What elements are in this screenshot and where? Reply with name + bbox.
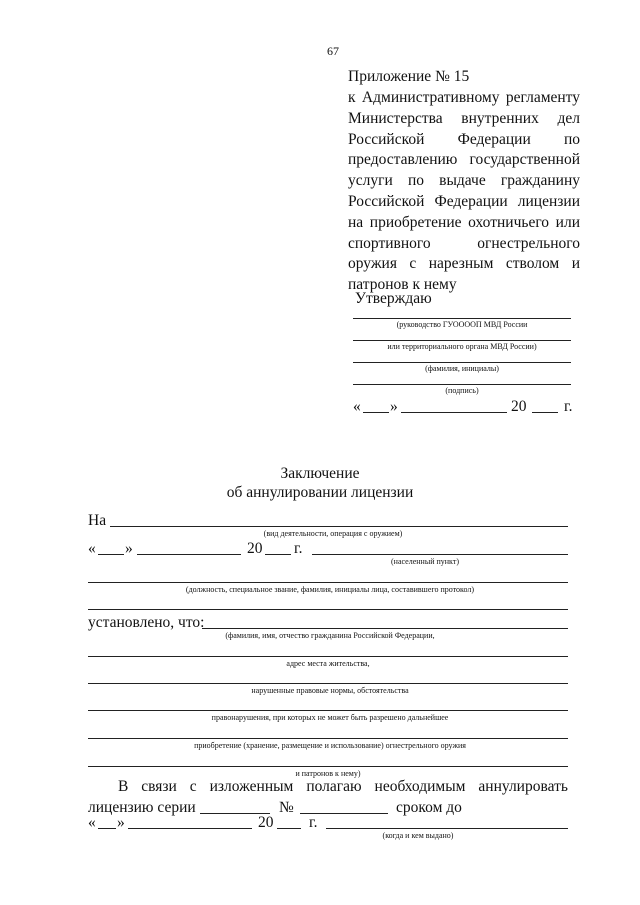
acquisition-field[interactable] [88, 738, 568, 739]
conclusion-word: необходимым [374, 778, 466, 795]
appendix-line: патронов к нему [348, 276, 457, 294]
approval-line[interactable] [353, 362, 571, 363]
locality-field[interactable] [312, 554, 568, 555]
approval-caption: или территориального органа МВД России) [387, 342, 537, 351]
approval-title: Утверждаю [355, 290, 432, 307]
approval-year-prefix: 20 [511, 398, 527, 415]
appendix-title: Приложение № 15 [348, 68, 470, 85]
approval-year-suffix: г. [564, 398, 573, 415]
ammo-caption: и патронов к нему) [295, 769, 361, 778]
form-year-prefix: 20 [247, 540, 263, 557]
form-day-field[interactable] [98, 554, 124, 555]
appendix-line: Министерства внутренних дел [348, 109, 580, 127]
final-date-open: « [88, 814, 96, 831]
form-date-close: » [125, 540, 133, 557]
final-year-prefix: 20 [258, 814, 274, 831]
appendix-line: к Административному регламенту [348, 89, 580, 106]
blank-line[interactable] [88, 609, 568, 610]
offenses-caption: правонарушения, при которых не может быть разрешено дальнейшее [211, 713, 449, 722]
na-label: На [88, 512, 107, 529]
approval-signature-line[interactable] [353, 384, 571, 385]
conclusion-line [118, 778, 568, 796]
approval-line[interactable] [353, 318, 571, 319]
conclusion-word: с [189, 778, 197, 795]
final-year-field[interactable] [277, 828, 301, 829]
official-caption: (должность, специальное звание, фамилия, инициалы лица, составившего протокол) [185, 585, 475, 594]
document-subtitle: об аннулировании лицензии [226, 484, 414, 501]
conclusion-word: аннулировать [478, 778, 568, 795]
approval-month-field[interactable] [401, 412, 507, 413]
approval-date-close: » [390, 398, 398, 415]
appendix-line: оружия с нарезным стволом и [348, 255, 580, 273]
fullname-field[interactable] [202, 628, 568, 629]
form-year-suffix: г. [294, 540, 303, 557]
conclusion-word: В [118, 778, 129, 795]
period-label: сроком до [396, 799, 462, 816]
appendix-text [348, 88, 580, 296]
final-year-suffix: г. [309, 814, 318, 831]
form-date-open: « [88, 540, 96, 557]
appendix-line: спортивного огнестрельного [348, 234, 580, 252]
ammo-field[interactable] [88, 766, 568, 767]
approval-caption: (подпись) [445, 386, 479, 395]
approval-date-open: « [353, 398, 361, 415]
locality-caption: (населенный пункт) [391, 557, 459, 566]
approval-day-field[interactable] [363, 412, 389, 413]
final-date-close: » [117, 814, 125, 831]
issued-by-field[interactable] [326, 828, 568, 829]
appendix-line: услуги по выдаче гражданину [348, 172, 580, 190]
issued-by-caption: (когда и кем выдано) [382, 831, 454, 840]
conclusion-word: связи [141, 778, 177, 795]
address-caption: адрес места жительства, [286, 659, 370, 668]
official-field[interactable] [88, 582, 568, 583]
approval-caption: (фамилия, инициалы) [425, 364, 499, 373]
final-day-field[interactable] [98, 828, 116, 829]
appendix-line: предоставлению государственной [348, 151, 580, 169]
document-title: Заключение [280, 465, 360, 482]
activity-caption: (вид деятельности, операция с оружием) [263, 529, 403, 538]
form-month-field[interactable] [137, 554, 241, 555]
approval-line[interactable] [353, 340, 571, 341]
number-sign: № [279, 799, 294, 816]
offenses-field[interactable] [88, 710, 568, 711]
acquisition-caption: приобретение (хранение, размещение и использование) огнестрельного оружия [194, 741, 466, 750]
fullname-caption: (фамилия, имя, отчество гражданина Российской Федерации, [225, 631, 435, 640]
approval-caption: (руководство ГУООООП МВД России [396, 320, 528, 329]
violated-caption: нарушенные правовые нормы, обстоятельства [251, 686, 409, 695]
conclusion-word: изложенным [209, 778, 294, 795]
form-year-field[interactable] [265, 554, 291, 555]
activity-field[interactable] [110, 526, 568, 527]
page-number: 67 [327, 44, 339, 58]
appendix-line: Российской Федерации по [348, 130, 580, 148]
final-month-field[interactable] [128, 828, 252, 829]
license-series-label: лицензию серии [88, 799, 196, 816]
approval-year-field[interactable] [532, 412, 558, 413]
violated-field[interactable] [88, 683, 568, 684]
established-label: установлено, что: [88, 614, 205, 631]
appendix-line: Российской Федерации лицензии [348, 192, 580, 210]
address-field[interactable] [88, 656, 568, 657]
appendix-line: на приобретение охотничьего или [348, 213, 580, 231]
conclusion-word: полагаю [306, 778, 362, 795]
